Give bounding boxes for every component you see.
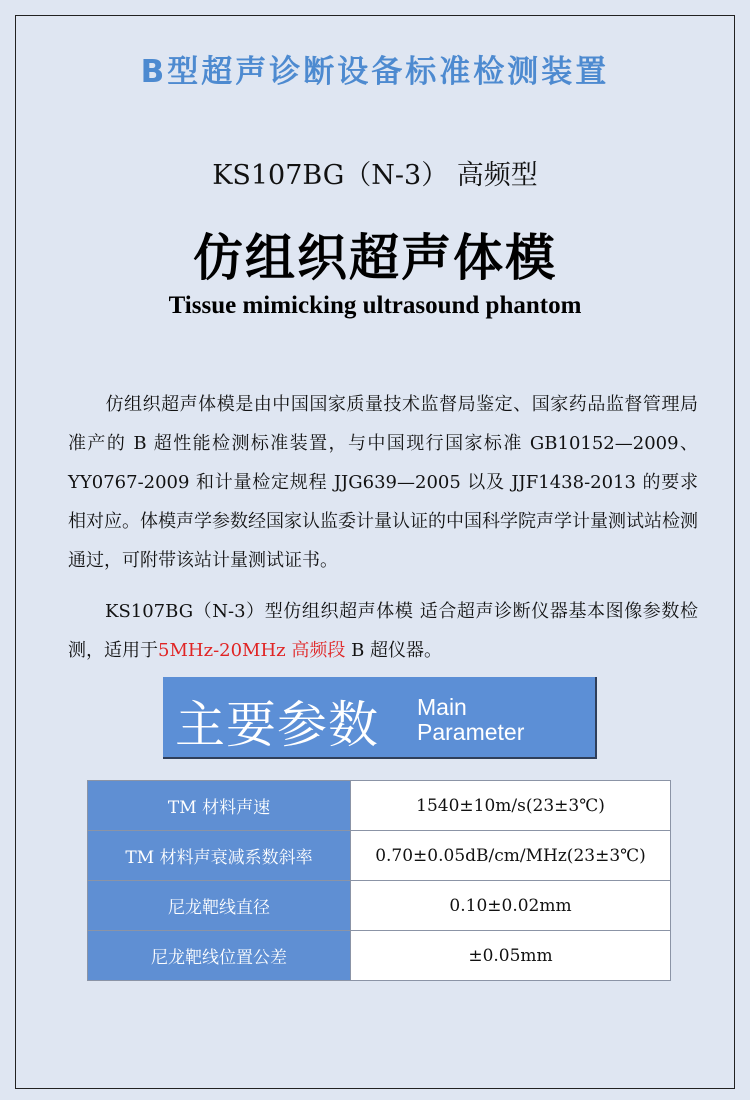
- product-title-en: Tissue mimicking ultrasound phantom: [168, 292, 582, 319]
- parameter-name: 尼龙靶线直径: [88, 881, 351, 931]
- main-parameter-zh: 主要参数: [175, 696, 379, 754]
- table-row: [88, 831, 671, 881]
- parameter-name: TM 材料声衰减系数斜率: [88, 831, 351, 881]
- description-paragraph-1-text: 仿组织超声体模是由中国国家质量技术监督局鉴定、国家药品监督管理局准产的 B 超性能检测标准装置，与中国现行国家标准 GB10152—2009、YY0767-2009 和计量检定规程 JJG639—2005 以及 JJF1438-2013 的要求相对应。体模声学参数经国家认监委计量认证的中国科学院声学计量测试站检测通过，可附带该站计量测试证书。: [68, 394, 698, 571]
- parameters-table: [87, 780, 671, 981]
- table-row: [88, 931, 671, 981]
- table-row: [88, 781, 671, 831]
- description-paragraph-1: [68, 385, 698, 580]
- model-line: KS107BG（N-3） 高频型: [212, 160, 538, 191]
- main-parameter-en-line2: Parameter: [417, 719, 525, 745]
- main-parameter-en: [417, 695, 524, 745]
- parameter-value: 0.10±0.02mm: [351, 881, 671, 931]
- main-parameter-banner: [163, 677, 597, 759]
- product-title-zh: 仿组织超声体模: [193, 229, 557, 287]
- brand-title: B型超声诊断设备标准检测装置: [140, 54, 610, 90]
- description-paragraph-2: [68, 592, 698, 670]
- parameter-value: ±0.05mm: [351, 931, 671, 981]
- frequency-range-highlight: 5MHz-20MHz 高频段: [158, 640, 346, 661]
- parameter-value: 1540±10m/s(23±3℃): [351, 781, 671, 831]
- parameter-name: 尼龙靶线位置公差: [88, 931, 351, 981]
- description-paragraph-2-tail: B 超仪器。: [345, 640, 443, 661]
- table-row: [88, 881, 671, 931]
- parameter-value: 0.70±0.05dB/cm/MHz(23±3℃): [351, 831, 671, 881]
- parameter-name: TM 材料声速: [88, 781, 351, 831]
- main-parameter-en-line1: Main: [417, 694, 467, 720]
- description-paragraph-2-text: KS107BG（N-3）型仿组织超声体模 适合超声诊断仪器基本图像参数检测，适用于: [68, 601, 698, 661]
